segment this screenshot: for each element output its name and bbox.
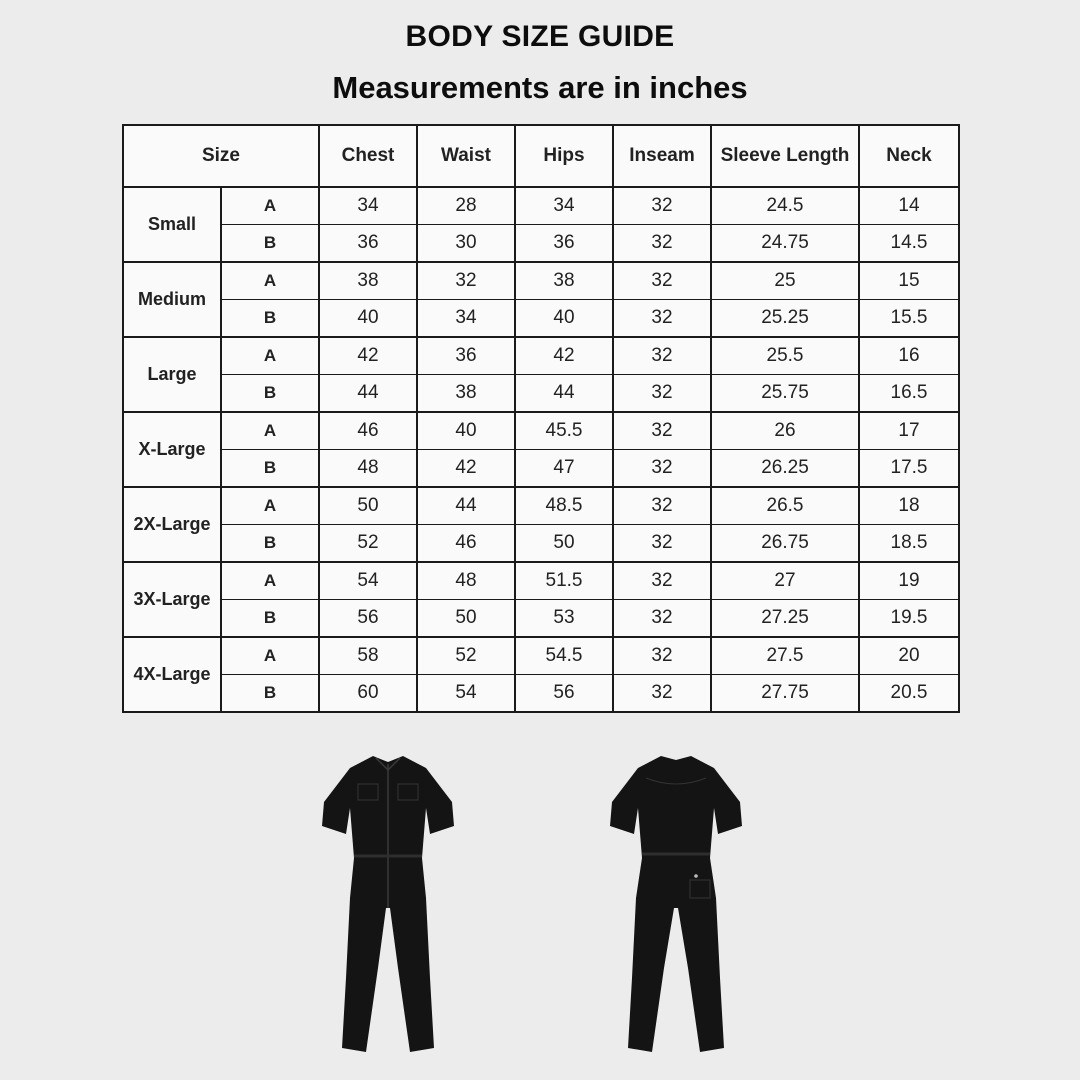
col-header-size: Size xyxy=(123,125,319,187)
fit-label: A xyxy=(221,487,319,525)
col-header-hips: Hips xyxy=(515,125,613,187)
cell-inseam: 32 xyxy=(613,637,711,675)
cell-neck: 19 xyxy=(859,562,959,600)
size-label-4x-large: 4X-Large xyxy=(123,637,221,712)
cell-neck: 20.5 xyxy=(859,675,959,713)
cell-inseam: 32 xyxy=(613,262,711,300)
cell-neck: 18 xyxy=(859,487,959,525)
cell-hips: 34 xyxy=(515,187,613,225)
cell-neck: 16.5 xyxy=(859,375,959,413)
cell-neck: 19.5 xyxy=(859,600,959,638)
cell-sleeve-length: 27.25 xyxy=(711,600,859,638)
cell-sleeve-length: 25.75 xyxy=(711,375,859,413)
cell-sleeve-length: 25 xyxy=(711,262,859,300)
cell-waist: 46 xyxy=(417,525,515,563)
cell-waist: 48 xyxy=(417,562,515,600)
cell-chest: 60 xyxy=(319,675,417,713)
cell-inseam: 32 xyxy=(613,450,711,488)
cell-chest: 54 xyxy=(319,562,417,600)
cell-inseam: 32 xyxy=(613,225,711,263)
cell-sleeve-length: 25.25 xyxy=(711,300,859,338)
cell-chest: 34 xyxy=(319,187,417,225)
size-label-small: Small xyxy=(123,187,221,262)
cell-waist: 38 xyxy=(417,375,515,413)
cell-waist: 28 xyxy=(417,187,515,225)
cell-inseam: 32 xyxy=(613,562,711,600)
fit-label: A xyxy=(221,637,319,675)
jumpsuit-front-image xyxy=(318,748,458,1068)
cell-hips: 36 xyxy=(515,225,613,263)
cell-inseam: 32 xyxy=(613,187,711,225)
table-row xyxy=(123,450,959,488)
table-row xyxy=(123,412,959,450)
table-row xyxy=(123,375,959,413)
fit-label: A xyxy=(221,337,319,375)
cell-waist: 34 xyxy=(417,300,515,338)
cell-sleeve-length: 25.5 xyxy=(711,337,859,375)
cell-sleeve-length: 26 xyxy=(711,412,859,450)
cell-chest: 44 xyxy=(319,375,417,413)
cell-hips: 51.5 xyxy=(515,562,613,600)
cell-neck: 20 xyxy=(859,637,959,675)
cell-hips: 44 xyxy=(515,375,613,413)
fit-label: A xyxy=(221,262,319,300)
cell-chest: 36 xyxy=(319,225,417,263)
cell-sleeve-length: 26.25 xyxy=(711,450,859,488)
cell-chest: 58 xyxy=(319,637,417,675)
cell-inseam: 32 xyxy=(613,375,711,413)
cell-chest: 38 xyxy=(319,262,417,300)
cell-neck: 16 xyxy=(859,337,959,375)
header-row xyxy=(123,125,959,187)
cell-sleeve-length: 26.75 xyxy=(711,525,859,563)
cell-neck: 15 xyxy=(859,262,959,300)
cell-sleeve-length: 27.5 xyxy=(711,637,859,675)
cell-chest: 40 xyxy=(319,300,417,338)
cell-hips: 45.5 xyxy=(515,412,613,450)
col-header-sleeve-length: Sleeve Length xyxy=(711,125,859,187)
cell-neck: 17 xyxy=(859,412,959,450)
col-header-neck: Neck xyxy=(859,125,959,187)
size-label-2x-large: 2X-Large xyxy=(123,487,221,562)
cell-neck: 14.5 xyxy=(859,225,959,263)
cell-inseam: 32 xyxy=(613,600,711,638)
fit-label: A xyxy=(221,187,319,225)
cell-sleeve-length: 24.5 xyxy=(711,187,859,225)
cell-neck: 17.5 xyxy=(859,450,959,488)
cell-sleeve-length: 24.75 xyxy=(711,225,859,263)
table-row xyxy=(123,637,959,675)
table-row xyxy=(123,187,959,225)
cell-inseam: 32 xyxy=(613,337,711,375)
cell-sleeve-length: 27.75 xyxy=(711,675,859,713)
fit-label: A xyxy=(221,412,319,450)
cell-chest: 42 xyxy=(319,337,417,375)
cell-hips: 42 xyxy=(515,337,613,375)
cell-inseam: 32 xyxy=(613,412,711,450)
col-header-chest: Chest xyxy=(319,125,417,187)
cell-waist: 50 xyxy=(417,600,515,638)
cell-hips: 50 xyxy=(515,525,613,563)
col-header-waist: Waist xyxy=(417,125,515,187)
cell-waist: 40 xyxy=(417,412,515,450)
page-subtitle: Measurements are in inches xyxy=(332,70,748,105)
cell-waist: 30 xyxy=(417,225,515,263)
fit-label: B xyxy=(221,225,319,263)
cell-inseam: 32 xyxy=(613,487,711,525)
table-row xyxy=(123,525,959,563)
cell-hips: 47 xyxy=(515,450,613,488)
cell-neck: 18.5 xyxy=(859,525,959,563)
size-label-x-large: X-Large xyxy=(123,412,221,487)
jumpsuit-back-image xyxy=(606,748,746,1068)
cell-chest: 52 xyxy=(319,525,417,563)
cell-waist: 42 xyxy=(417,450,515,488)
cell-waist: 36 xyxy=(417,337,515,375)
table-row xyxy=(123,675,959,713)
cell-neck: 14 xyxy=(859,187,959,225)
fit-label: B xyxy=(221,675,319,713)
table-row xyxy=(123,487,959,525)
cell-hips: 54.5 xyxy=(515,637,613,675)
fit-label: B xyxy=(221,450,319,488)
cell-hips: 53 xyxy=(515,600,613,638)
cell-inseam: 32 xyxy=(613,675,711,713)
cell-waist: 32 xyxy=(417,262,515,300)
cell-waist: 52 xyxy=(417,637,515,675)
cell-chest: 46 xyxy=(319,412,417,450)
cell-chest: 48 xyxy=(319,450,417,488)
cell-waist: 54 xyxy=(417,675,515,713)
table-row xyxy=(123,337,959,375)
cell-neck: 15.5 xyxy=(859,300,959,338)
size-label-3x-large: 3X-Large xyxy=(123,562,221,637)
cell-hips: 56 xyxy=(515,675,613,713)
cell-inseam: 32 xyxy=(613,300,711,338)
table-row xyxy=(123,600,959,638)
fit-label: B xyxy=(221,600,319,638)
cell-chest: 56 xyxy=(319,600,417,638)
cell-hips: 38 xyxy=(515,262,613,300)
table-row xyxy=(123,225,959,263)
fit-label: B xyxy=(221,525,319,563)
col-header-inseam: Inseam xyxy=(613,125,711,187)
page-title: BODY SIZE GUIDE xyxy=(405,20,675,53)
table-row xyxy=(123,562,959,600)
size-table xyxy=(122,124,960,713)
cell-inseam: 32 xyxy=(613,525,711,563)
cell-waist: 44 xyxy=(417,487,515,525)
size-table-body xyxy=(123,187,959,712)
cell-hips: 40 xyxy=(515,300,613,338)
size-label-medium: Medium xyxy=(123,262,221,337)
fit-label: B xyxy=(221,375,319,413)
cell-sleeve-length: 27 xyxy=(711,562,859,600)
fit-label: A xyxy=(221,562,319,600)
cell-hips: 48.5 xyxy=(515,487,613,525)
table-row xyxy=(123,300,959,338)
size-label-large: Large xyxy=(123,337,221,412)
cell-chest: 50 xyxy=(319,487,417,525)
cell-sleeve-length: 26.5 xyxy=(711,487,859,525)
table-row xyxy=(123,262,959,300)
jumpsuit-back-body xyxy=(610,756,742,1052)
fit-label: B xyxy=(221,300,319,338)
